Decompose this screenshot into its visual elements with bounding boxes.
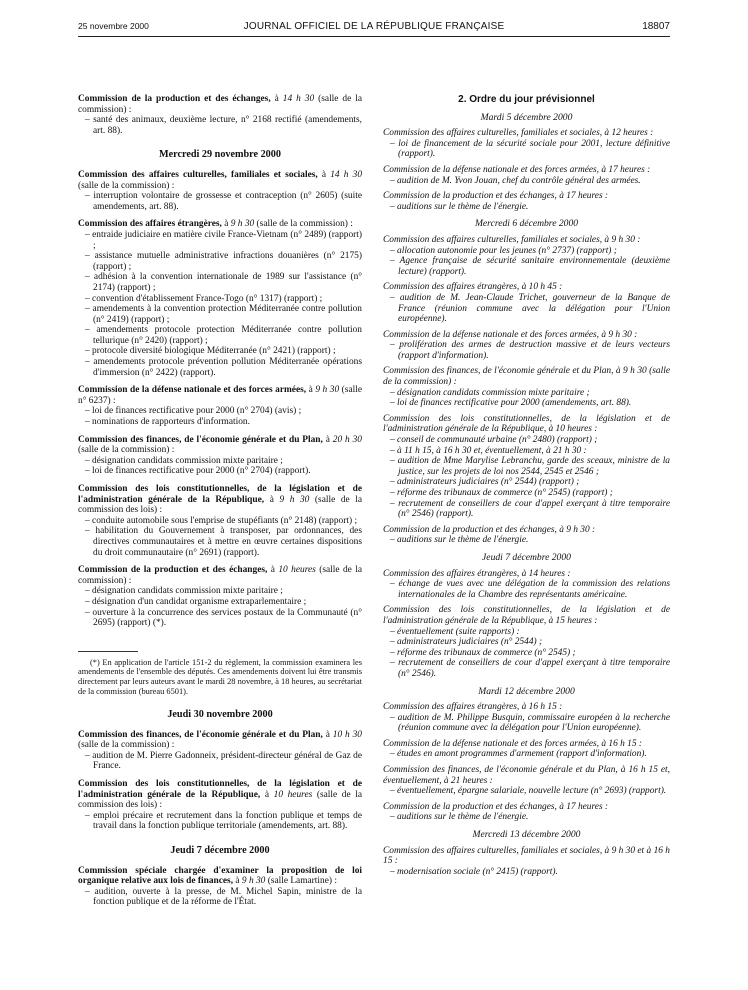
entry-heading (78, 385, 362, 406)
committee-name: Commission des lois constitutionnelles, de la législation et de l'administration générale de la République, (78, 779, 362, 800)
agenda-entry (78, 170, 362, 212)
entry-heading: Commission des lois constitutionnelles, de la législation et de l'administration générale de la République, à 10 heures : (383, 413, 670, 435)
agenda-item: – échange de vues avec une délégation de la commission des relations internationales de la Chambre des représentants américaine. (390, 579, 670, 600)
agenda-items (383, 246, 670, 278)
committee-name: Commission des affaires culturelles, familiales et sociales, (78, 169, 318, 180)
agenda-item: – audition de M. Philippe Busquin, commissaire européen à la recherche (réunion commune avec la délégation pour l'Union européenne). (390, 712, 670, 734)
entry-connector: à (270, 94, 283, 104)
agenda-item: – auditions sur le thème de l'énergie. (390, 535, 529, 546)
agenda-item: – nominations de rapporteurs d'information. (85, 417, 250, 428)
agenda-entry (383, 191, 670, 212)
agenda-entry (78, 779, 362, 832)
entry-heading: Commission des lois constitutionnelles, de la législation et de l'administration générale de la République, à 15 heures : (383, 605, 670, 626)
entry-heading (78, 779, 362, 811)
agenda-items (78, 516, 362, 558)
meeting-time: 9 h 30 (230, 219, 255, 230)
entry-connector: à (317, 169, 331, 180)
committee-name: Commission des affaires étrangères, (78, 219, 222, 230)
entry-heading: Commission des affaires étrangères, à 10 h 45 : (383, 282, 563, 293)
entry-heading: Commission des affaires culturelles, familiales et sociales, à 12 heures : (383, 128, 654, 139)
page-header (78, 21, 670, 35)
agenda-entry (78, 385, 362, 427)
agenda-entry (78, 730, 362, 772)
agenda-items (78, 887, 362, 908)
agenda-item: – auditions sur le thème de l'énergie. (390, 812, 529, 823)
agenda-item: – audition de M. Jean-Claude Trichet, gouverneur de la Banque de France (réunion commune avec la délégation pour l'Union européenne). (390, 292, 670, 325)
agenda-item: – recrutement de conseillers de cour d'appel exerçant à titre temporaire (n° 2546) (rapport). (390, 498, 670, 520)
agenda-items (383, 627, 670, 680)
agenda-entry (383, 739, 670, 760)
agenda-items (383, 867, 670, 878)
agenda-item: – adhésion à la convention internationale de 1989 sur l'assistance (n° 2174) (rapport) ; (85, 272, 362, 293)
agenda-entry (383, 235, 670, 277)
agenda-entry (383, 605, 670, 679)
meeting-place: (salle de la commission) : (78, 740, 175, 751)
agenda-items (383, 176, 670, 187)
entry-heading: Commission des affaires culturelles, familiales et sociales, à 9 h 30 : (383, 234, 641, 245)
meeting-place: (salle de la commission) : (78, 445, 175, 456)
agenda-entry (383, 802, 670, 823)
agenda-items (383, 340, 670, 361)
day-heading: Mardi 12 décembre 2000 (478, 685, 575, 697)
entry-heading: Commission de la production et des échanges, à 17 heures : (383, 191, 609, 202)
meeting-time: 14 h 30 (282, 94, 315, 104)
right-column (383, 95, 670, 882)
entry-heading: Commission des affaires culturelles, familiales et sociales, à 9 h 30 et à 16 h 15 : (383, 845, 670, 867)
day-heading: Jeudi 7 décembre 2000 (170, 845, 270, 857)
agenda-entry (78, 219, 362, 378)
agenda-item: – protocole diversité biologique Méditerranée (n° 2421) (rapport) ; (85, 346, 336, 357)
meeting-time: 10 heures (278, 565, 316, 576)
agenda-items (78, 115, 362, 136)
agenda-item: – éventuellement, épargne salariale, nouvelle lecture (n° 2693) (rapport). (390, 786, 667, 797)
entry-connector: à (221, 219, 231, 230)
meeting-place: (salle de la commission des lois) : (78, 494, 363, 516)
agenda-items (383, 202, 670, 213)
agenda-entry (383, 765, 670, 797)
agenda-item: – allocation autonomie pour les jeunes (n° 2737) (rapport) ; (390, 245, 617, 256)
agenda-items (78, 191, 362, 212)
agenda-items (383, 786, 670, 797)
agenda-item: – Agence française de sécurité sanitaire environnementale (deuxième lecture) (rapport). (390, 256, 670, 277)
agenda-item: – réforme des tribunaux de commerce (n° 2545) ; (390, 647, 576, 658)
agenda-item: – désignation candidats commission mixte paritaire ; (85, 586, 283, 597)
agenda-items (383, 812, 670, 823)
agenda-item: – loi de finances rectificative pour 2000 (amendements, art. 88). (390, 398, 632, 409)
entry-heading (78, 219, 362, 230)
section-title: 2. Ordre du jour prévisionnel (458, 94, 595, 105)
agenda-item: – à 11 h 15, à 16 h 30 et, éventuellement, à 21 h 30 : (390, 445, 587, 456)
entry-connector: à (322, 434, 333, 445)
agenda-items (383, 713, 670, 734)
entry-heading (78, 94, 362, 115)
agenda-item: – désignation d'un candidat organisme extraparlementaire ; (85, 596, 307, 607)
agenda-item: – interruption volontaire de grossesse et contraception (n° 2605) (suite amendements, art. 88). (85, 191, 362, 212)
entry-heading (78, 170, 362, 191)
day-heading: Jeudi 7 décembre 2000 (482, 551, 571, 563)
entry-heading (78, 484, 362, 516)
agenda-item: – recrutement de conseillers de cour d'appel exerçant à titre temporaire (n° 2546). (390, 658, 670, 679)
agenda-item: – conduite automobile sous l'emprise de stupéfiants (n° 2148) (rapport) ; (85, 515, 358, 526)
entry-heading: Commission de la défense nationale et des forces armées, à 17 heures : (383, 164, 651, 175)
agenda-items (78, 811, 362, 832)
meeting-time: 14 h 30 (330, 169, 363, 180)
day-heading: Jeudi 30 novembre 2000 (167, 709, 273, 721)
entry-connector: à (264, 494, 280, 505)
entry-heading (78, 730, 362, 751)
meeting-time: 10 heures (273, 789, 313, 800)
agenda-entry (383, 128, 670, 160)
agenda-item: – amendements protocole prévention pollution Méditerranée opérations d'immersion (n° 2422) (rapport). (85, 357, 362, 378)
entry-heading: Commission des finances, de l'économie générale et du Plan, à 9 h 30 (salle de la commission) : (383, 366, 670, 388)
agenda-items (383, 293, 670, 325)
agenda-entry (78, 484, 362, 558)
agenda-item: – amendements protocole protection Méditerranée contre pollution tellurique (n° 2420) (rapport) ; (85, 325, 362, 346)
day-heading: Mercredi 29 novembre 2000 (159, 149, 281, 161)
agenda-items (383, 139, 670, 160)
agenda-entry (383, 414, 670, 520)
agenda-item: – administrateurs judiciaires (n° 2544) ; (390, 637, 543, 648)
footnote: (*) En application de l'article 151-2 du règlement, la commission examinera les amendements de l'ensemble des députés. Ces amendements doivent lui être transmis directement par leurs auteurs avant le mardi 28 novembre, à 18 heures, au secrétariat de la commission (bureau 6501). (78, 657, 362, 696)
meeting-time: 9 h 30 (279, 494, 310, 505)
agenda-item: – études en amont programmes d'armement (rapport d'information). (390, 749, 647, 760)
entry-heading (78, 565, 362, 586)
agenda-entry (383, 366, 670, 408)
agenda-items (383, 749, 670, 760)
agenda-entry (78, 435, 362, 477)
agenda-entry (383, 569, 670, 601)
agenda-item: – habilitation du Gouvernement à transposer, par ordonnances, des directives communautaires et à mettre en œuvre certaines dispositions du droit communautaire (n° 2691) (rapport). (85, 526, 362, 558)
entry-heading: Commission des affaires étrangères, à 16 h 15 : (383, 702, 563, 713)
committee-name: Commission de la défense nationale et des forces armées, (78, 385, 307, 396)
agenda-item: – amendements à la convention protection Méditerranée contre pollution (n° 2419) (rapport) ; (85, 304, 362, 325)
meeting-place: (salle Lamartine) : (265, 876, 337, 887)
meeting-time: 9 h 30 (315, 385, 340, 396)
agenda-item: – audition, ouverte à la presse, de M. Michel Sapin, ministre de la fonction publique et de la réforme de l'État. (85, 886, 362, 908)
agenda-entry (383, 525, 670, 546)
agenda-item: – audition de M. Yvon Jouan, chef du contrôle général des armées. (390, 175, 641, 186)
agenda-items (78, 456, 362, 477)
agenda-item: – modernisation sociale (n° 2415) (rapport). (390, 866, 558, 877)
entry-connector: à (306, 385, 316, 396)
agenda-item: – loi de finances rectificative pour 2000 (n° 2704) (avis) ; (85, 406, 302, 417)
meeting-time: 20 h 30 (332, 434, 362, 445)
meeting-place: (salle n° 6237) : (78, 385, 362, 406)
agenda-entry (383, 846, 670, 878)
agenda-entry (383, 282, 670, 324)
agenda-item: – conseil de communauté urbaine (n° 2480) (rapport) ; (390, 435, 598, 446)
agenda-entry (78, 565, 362, 629)
meeting-time: 10 h 30 (332, 729, 362, 740)
committee-name: Commission des finances, de l'économie générale et du Plan, (78, 729, 323, 740)
day-heading: Mercredi 6 décembre 2000 (474, 218, 579, 230)
agenda-items (78, 406, 362, 427)
entry-connector: à (260, 789, 274, 800)
agenda-item: – désignation candidats commission mixte paritaire ; (85, 455, 283, 466)
committee-name: Commission des finances, de l'économie générale et du Plan, (78, 434, 323, 445)
agenda-entry (383, 165, 670, 186)
entry-heading (78, 435, 362, 456)
agenda-item: – emploi précaire et recrutement dans la fonction publique et temps de travail dans la fonction publique territoriale (amendements, art. 88). (85, 810, 362, 832)
agenda-item: – désignation candidats commission mixte paritaire ; (390, 387, 590, 398)
agenda-item: – ouverture à la concurrence des services postaux de la Communauté (n° 2695) (rapport) (*). (85, 607, 362, 629)
agenda-entry (383, 330, 670, 362)
agenda-items (383, 435, 670, 520)
entry-connector: à (267, 565, 279, 576)
entry-heading (78, 866, 362, 887)
agenda-item: – loi de financement de la sécurité sociale pour 2001, lecture définitive (rapport). (390, 138, 670, 160)
agenda-item: – administrateurs judiciaires (n° 2544) (rapport) ; (390, 477, 580, 488)
agenda-item: – santé des animaux, deuxième lecture, n° 2168 rectifié (amendements, art. 88). (85, 115, 362, 136)
meeting-place: (salle de la commission des lois) : (78, 789, 363, 811)
right-column-body (383, 113, 670, 878)
agenda-items (383, 579, 670, 600)
entry-heading: Commission de la défense nationale et des forces armées, à 16 h 15 : (383, 738, 642, 749)
agenda-item: – audition de M. Pierre Gadonneix, président-directeur général de Gaz de France. (85, 750, 362, 772)
meeting-place: (salle de la commission) : (78, 565, 362, 586)
entry-heading: Commission des finances, de l'économie générale et du Plan, à 16 h 15 et, éventuellement, à 21 heures : (383, 765, 670, 786)
committee-name: Commission de la production et des échanges, (78, 565, 268, 576)
day-heading: Mardi 5 décembre 2000 (480, 111, 573, 123)
agenda-item: – audition de Mme Marylise Lebranchu, garde des sceaux, ministre de la justice, sur les projets de loi nos 2544, 2545 et 2546 ; (390, 456, 670, 477)
entry-connector: à (233, 876, 242, 887)
agenda-item: – éventuellement (suite rapports) : (390, 626, 520, 637)
entry-heading: Commission de la défense nationale et des forces armées, à 9 h 30 : (383, 329, 638, 340)
meeting-place: (salle de la commission) : (254, 219, 353, 230)
left-column (78, 94, 362, 915)
header-date: 25 novembre 2000 (78, 21, 149, 31)
agenda-item: – prolifération des armes de destruction massive et de leurs vecteurs (rapport d'information). (390, 340, 670, 361)
agenda-entry (78, 866, 362, 908)
journal-title: JOURNAL OFFICIEL DE LA RÉPUBLIQUE FRANÇAISE (243, 21, 505, 32)
committee-name: Commission spéciale chargée d'examiner la proposition de loi organique relative aux lois de finances, (78, 865, 362, 887)
day-heading: Mercredi 13 décembre 2000 (472, 829, 581, 841)
agenda-items (383, 535, 670, 546)
committee-name: Commission des lois constitutionnelles, de la législation et de l'administration générale de la République, (78, 484, 362, 505)
agenda-items (78, 230, 362, 378)
agenda-items (383, 388, 670, 409)
meeting-place: (salle de la commission) : (78, 94, 362, 115)
agenda-entry (78, 94, 362, 136)
entry-heading: Commission de la production et des échanges, à 9 h 30 : (383, 524, 596, 535)
agenda-item: – loi de finances rectificative pour 2000 (n° 2704) (rapport). (85, 466, 311, 477)
agenda-entry (383, 702, 670, 734)
agenda-items (78, 586, 362, 628)
agenda-items (78, 751, 362, 772)
agenda-item: – convention d'établissement France-Togo (n° 1317) (rapport) ; (85, 293, 323, 304)
page-number: 18807 (642, 21, 670, 32)
entry-heading: Commission de la production et des échanges, à 17 heures : (383, 801, 609, 812)
agenda-item: – auditions sur le thème de l'énergie. (390, 201, 529, 212)
entry-connector: à (322, 729, 333, 740)
committee-name: Commission de la production et des échanges, (78, 94, 271, 104)
agenda-item: – réforme des tribunaux de commerce (n° 2545) (rapport) ; (390, 488, 613, 498)
meeting-time: 9 h 30 (241, 876, 266, 887)
agenda-item: – entraide judiciaire en matière civile France-Vietnam (n° 2489) (rapport) ; (85, 229, 362, 251)
header-rule (78, 36, 670, 37)
footnote-rule (78, 651, 138, 652)
meeting-place: (salle de la commission) : (78, 180, 175, 191)
entry-heading: Commission des affaires étrangères, à 14 heures : (383, 568, 571, 579)
agenda-item: – assistance mutuelle administrative infractions douanières (n° 2175) (rapport) ; (85, 251, 362, 272)
